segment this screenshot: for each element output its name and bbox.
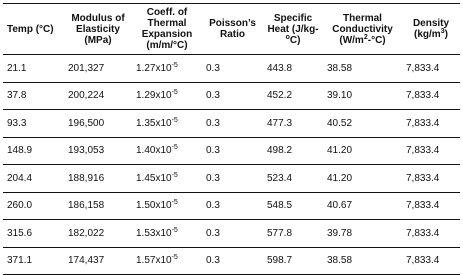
cte-exponent: -5: [171, 116, 178, 124]
cell-conductivity: 38.58: [323, 247, 402, 275]
cell-poisson: 0.3: [202, 55, 263, 83]
cell-modulus: 193,053: [64, 137, 132, 165]
cell-cte: $1.53x10^{-5}$: [132, 220, 202, 248]
cell-temp: 37.8: [3, 82, 64, 110]
cell-modulus: 186,158: [64, 192, 132, 220]
cell-modulus: 174,437: [64, 247, 132, 275]
header-temp: Temp (°C): [3, 4, 64, 55]
header-conductivity: Thermal Conductivity $(W/m^2-^\circ C)$: [323, 4, 402, 55]
cell-cte: $1.50x10^{-5}$: [132, 192, 202, 220]
cell-density: 7,833.4: [402, 110, 460, 138]
cte-exponent: -5: [171, 89, 178, 97]
table-row: [3, 55, 460, 83]
cell-cte: $1.45x10^{-5}$: [132, 165, 202, 193]
table-row: [3, 192, 460, 220]
cell-conductivity: 41.20: [323, 137, 402, 165]
cell-temp: 21.1: [3, 55, 64, 83]
table-body: [3, 55, 460, 275]
cell-conductivity: 40.67: [323, 192, 402, 220]
header-specific-heat: Specific Heat (J/kg-$^o$C): [263, 4, 323, 55]
cell-modulus: 188,916: [64, 165, 132, 193]
table-header: [3, 4, 460, 55]
cell-cte: $1.35x10^{-5}$: [132, 110, 202, 138]
cell-density: 7,833.4: [402, 82, 460, 110]
header-cte: Coeff. of Thermal Expansion (m/m/°C): [132, 4, 202, 55]
table-row: [3, 137, 460, 165]
cell-modulus: 201,327: [64, 55, 132, 83]
cell-cte: $1.27x10^{-5}$: [132, 55, 202, 83]
cte-exponent: -5: [171, 226, 178, 234]
cell-poisson: 0.3: [202, 82, 263, 110]
cell-temp: 260.0: [3, 192, 64, 220]
table-row: [3, 110, 460, 138]
header-row: [3, 4, 460, 55]
cell-poisson: 0.3: [202, 110, 263, 138]
cell-conductivity: 39.78: [323, 220, 402, 248]
cell-modulus: 200,224: [64, 82, 132, 110]
cell-specific-heat: 577.8: [263, 220, 323, 248]
cell-poisson: 0.3: [202, 137, 263, 165]
cell-temp: 93.3: [3, 110, 64, 138]
cell-poisson: 0.3: [202, 165, 263, 193]
cell-specific-heat: 477.3: [263, 110, 323, 138]
cell-poisson: 0.3: [202, 220, 263, 248]
cell-temp: 148.9: [3, 137, 64, 165]
cell-temp: 371.1: [3, 247, 64, 275]
cell-cte: $1.40x10^{-5}$: [132, 137, 202, 165]
cell-density: 7,833.4: [402, 247, 460, 275]
table-row: [3, 220, 460, 248]
cell-temp: 315.6: [3, 220, 64, 248]
cell-specific-heat: 598.7: [263, 247, 323, 275]
header-density: Density $(kg/m^3)$: [402, 4, 460, 55]
cell-cte: $1.29x10^{-5}$: [132, 82, 202, 110]
cell-density: 7,833.4: [402, 55, 460, 83]
cell-temp: 204.4: [3, 165, 64, 193]
cell-modulus: 196,500: [64, 110, 132, 138]
cell-modulus: 182,022: [64, 220, 132, 248]
cell-density: 7,833.4: [402, 192, 460, 220]
cte-exponent: -5: [171, 171, 178, 179]
cte-exponent: -5: [171, 199, 178, 207]
cell-conductivity: 38.58: [323, 55, 402, 83]
cell-poisson: 0.3: [202, 192, 263, 220]
table-row: [3, 82, 460, 110]
cell-conductivity: 41.20: [323, 165, 402, 193]
table-row: [3, 165, 460, 193]
cte-exponent: -5: [171, 61, 178, 69]
cell-density: 7,833.4: [402, 165, 460, 193]
cell-specific-heat: 443.8: [263, 55, 323, 83]
cell-specific-heat: 452.2: [263, 82, 323, 110]
cell-specific-heat: 498.2: [263, 137, 323, 165]
cell-specific-heat: 548.5: [263, 192, 323, 220]
cell-cte: $1.57x10^{-5}$: [132, 247, 202, 275]
material-properties-table-container: [3, 3, 460, 275]
header-poisson: Poisson’s Ratio: [202, 4, 263, 55]
cell-conductivity: 39.10: [323, 82, 402, 110]
material-properties-table: [3, 3, 460, 275]
cell-specific-heat: 523.4: [263, 165, 323, 193]
cell-density: 7,833.4: [402, 137, 460, 165]
cte-exponent: -5: [171, 254, 178, 262]
table-row: [3, 247, 460, 275]
header-modulus: Modulus of Elasticity (MPa): [64, 4, 132, 55]
cell-density: 7,833.4: [402, 220, 460, 248]
cte-exponent: -5: [171, 144, 178, 152]
cell-poisson: 0.3: [202, 247, 263, 275]
cell-conductivity: 40.52: [323, 110, 402, 138]
